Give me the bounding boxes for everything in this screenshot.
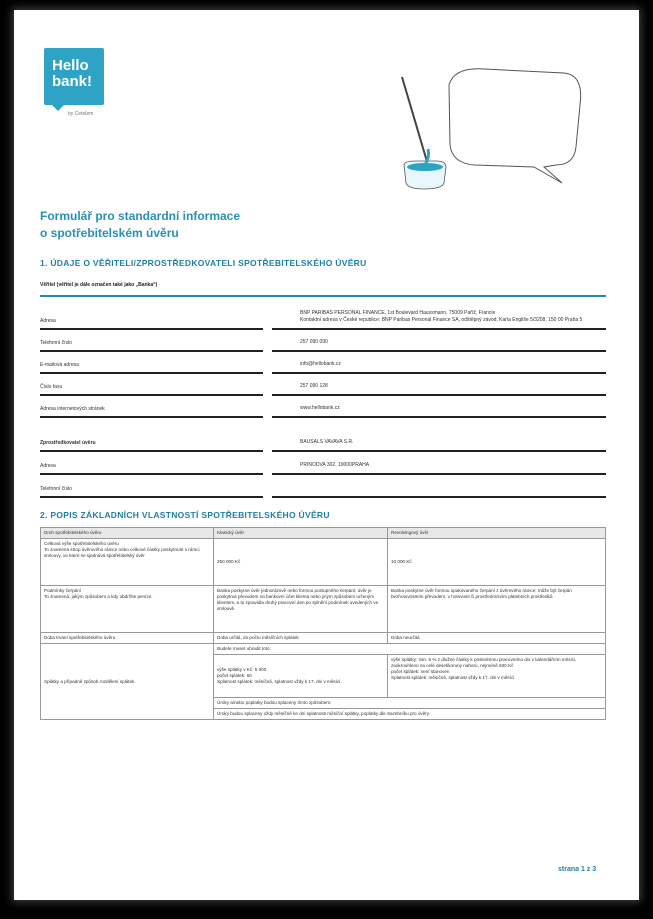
table-row: [41, 539, 606, 586]
row-underline: [40, 450, 263, 452]
table-row: [41, 633, 606, 644]
lender-row: [40, 396, 606, 418]
row-label: E-mailová adresa: [40, 362, 79, 368]
form-title: [40, 208, 240, 242]
row-underline: [272, 416, 606, 418]
row-label: Adresa: [40, 318, 56, 324]
repay-top: Budete muset uhradit toto:: [214, 644, 606, 655]
col-header-classic: Klasický úvěr: [214, 528, 388, 539]
row-underline: [40, 473, 263, 475]
row-classic-value: Banka poskytne úvěr jednorázově nebo formou postupného čerpání; úvěr je poskytnut převodem na bankovní účet klienta nebo jiným způsobem určeným klientem, a to zpravidla druhý pracovní den po splnění podmínek uvedených ve smlouvě.: [214, 586, 388, 633]
section2-heading: 2. POPIS ZÁKLADNÍCH VLASTNOSTÍ SPOTŘEBITELSKÉHO ÚVĚRU: [40, 510, 330, 520]
lender-row: [40, 374, 606, 396]
table-row: [41, 586, 606, 633]
repay-interest-detail: Úroky budou splaceny vždy měsíčně ke dni splatnosti měsíční splátky, poplatky dle Sazebníku pro úvěry.: [214, 709, 606, 720]
row-value: info@hellobank.cz: [300, 361, 341, 367]
row-underline: [40, 496, 263, 498]
row-value: BNP PARIBAS PERSONAL FINANCE, 1st Boulevard Haussmann, 75009 Paříž, Francie Kontaktní adresa v České republice: BNP Paribas Personal Finance SA, odštěpný závod, Karla Engliše 5/3208, 150 00 Praha 5: [300, 310, 583, 323]
row-label: Doba trvání spotřebitelského úvěru: [41, 633, 214, 644]
col-header-revolving: Revolvingový úvěr: [388, 528, 606, 539]
page-number: strana 1 z 3: [558, 866, 597, 873]
row-classic-value: Doba určitá, do počtu měsíčních splátek: [214, 633, 388, 644]
logo-line1: Hello: [52, 57, 89, 74]
repay-classic: výše splátky v Kč: 5 000 počet splátek: 60 Splatnost splátek: měsíčně, splatnost vždy k 17. dni v měsíci: [214, 655, 388, 698]
broker-row: [40, 476, 606, 498]
row-value: PRINODVA 302, 19000PRAHA: [300, 462, 370, 468]
row-underline: [40, 416, 263, 418]
row-underline: [272, 450, 606, 452]
logo-tail-shape: [52, 105, 64, 111]
title-line1: Formulář pro standardní informace: [40, 209, 241, 223]
row-value: 257 090 090: [300, 339, 328, 345]
section1-divider: [40, 295, 606, 297]
row-value: BAUSALS VAVAVA S.R.: [300, 439, 354, 445]
row-value: 257 090 128: [300, 383, 328, 389]
repay-label: Splátky a případně způsob rozdělení splátek: [41, 644, 214, 720]
row-label: Zprostředkovatel úvěru: [40, 440, 96, 446]
hello-bank-logo: [44, 48, 104, 105]
row-revolving-value: Banka poskytne úvěr formou opakovaného čerpání z úvěrového rámce; může být čerpán bezhotovostním převodem, v hotovosti či prostřednictvím platebních prostředků.: [388, 586, 606, 633]
row-revolving-value: Doba neurčitá: [388, 633, 606, 644]
form-page: [14, 10, 639, 900]
row-underline: [272, 473, 606, 475]
table-row: [41, 644, 606, 655]
row-label: Adresa: [40, 463, 56, 469]
row-underline: [272, 496, 606, 498]
logo-line2: bank!: [52, 73, 93, 90]
loan-characteristics-table: [40, 527, 606, 720]
row-classic-value: 250 000 Kč: [214, 539, 388, 586]
col-header-type: Druh spotřebitelského úvěru: [41, 528, 214, 539]
row-label: Podmínky čerpání To znamená, jakým způsobem a kdy obdržíte peníze.: [41, 586, 214, 633]
row-revolving-value: 10 000 Kč: [388, 539, 606, 586]
broker-row: [40, 430, 606, 452]
row-label: Adresa internetových stránek: [40, 406, 105, 412]
lender-row: [40, 352, 606, 374]
row-label: Telefonní číslo: [40, 340, 72, 346]
brush-speech-bubble-illustration: [394, 65, 594, 195]
section1-heading: 1. ÚDAJE O VĚŘITELI/ZPROSTŘEDKOVATELI SPOTŘEBITELSKÉHO ÚVĚRU: [40, 258, 367, 268]
lender-row: [40, 330, 606, 352]
broker-row: [40, 453, 606, 475]
repay-interest-heading: Úroky a/nebo poplatky budou splaceny tímto způsobem:: [214, 698, 606, 709]
lender-heading: Věřitel (věřitel je dále označen také jako „Banka“): [40, 282, 158, 288]
repay-revolving: výše splátky: min. 5 % z dlužné částky k poslednímu pracovnímu dni v kalendářním měsíci, zaokrouhleno na celé desetikoruny nahoru, nejméně 500 Kč počet splátek: není stanoven Splatnost splátek: měsíčně, splatnost vždy k 17. dni v měsíci: [388, 655, 606, 698]
logo-subtitle: by Cetelem: [68, 111, 94, 117]
lender-row: [40, 298, 606, 330]
title-line2: o spotřebitelském úvěru: [40, 226, 179, 240]
row-label: Telefonní číslo: [40, 486, 72, 492]
row-label: Celková výše spotřebitelského úvěru To znamená strop úvěrového rámce nebo celkové částky poskytnuté v rámci smlouvy, ve které se sjednává spotřebitelský úvěr: [41, 539, 214, 586]
row-label: Číslo faxu: [40, 384, 63, 390]
row-value: www.hellobank.cz: [300, 405, 340, 411]
table-header-row: [41, 528, 606, 539]
